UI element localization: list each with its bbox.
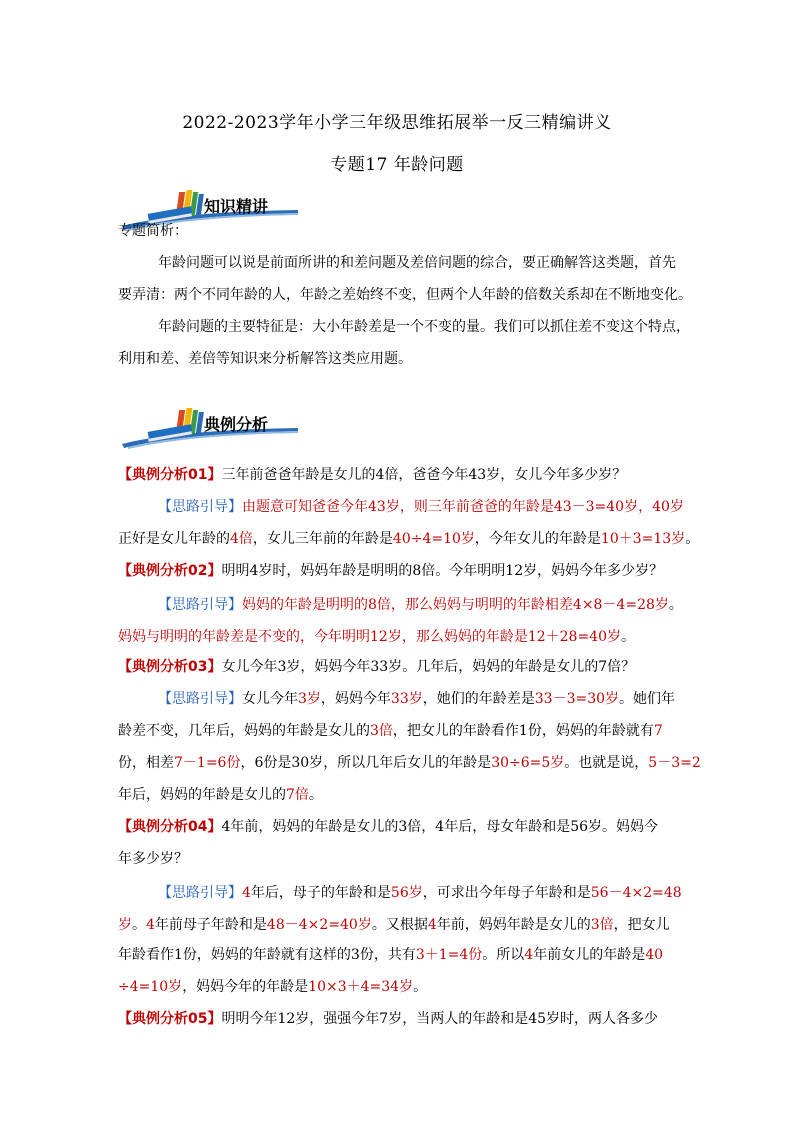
example-04-guide-line-3: 年龄看作1份，妈妈的年龄就有这样的3份，共有3＋1=4份。所以4年前女儿的年龄是40 <box>118 947 664 963</box>
example-02-guide-line-1: 【思路引导】妈妈的年龄是明明的8倍，那么妈妈与明明的年龄相差4×8－4=28岁。 <box>158 597 683 613</box>
example-04-guide-line-2: 岁。4年前母子年龄和是48－4×2=40岁。又根据4年前，妈妈年龄是女儿的3倍，把女儿 <box>118 917 670 933</box>
example-02-question: 【典例分析02】明明4岁时，妈妈年龄是明明的8倍。今年明明12岁，妈妈今年多少岁？ <box>118 563 664 579</box>
example-03-question: 【典例分析03】女儿今年3岁，妈妈今年33岁。几年后，妈妈的年龄是女儿的7倍？ <box>118 659 636 675</box>
intro-paragraph-2a: 年龄问题的主要特征是：大小年龄差是一个不变的量。我们可以抓住差不变这个特点， <box>158 319 690 335</box>
example-01-guide-line-2: 正好是女儿年龄的4倍，女儿三年前的年龄是40÷4=10岁，今年女儿的年龄是10＋3=13岁。 <box>118 531 700 547</box>
example-03-guide-line-4: 年后，妈妈的年龄是女儿的7倍。 <box>118 787 323 803</box>
guide-tag: 【思路引导】 <box>158 691 242 707</box>
section-title-knowledge: 知识精讲 <box>204 197 269 216</box>
example-03-guide-line-1: 【思路引导】女儿今年3岁，妈妈今年33岁，她们的年龄差是33－3=30岁。她们年 <box>158 691 676 707</box>
page-title: 2022-2023学年小学三年级思维拓展举一反三精编讲义 <box>182 113 612 133</box>
example-04-question-line-1: 【典例分析04】4年前，妈妈的年龄是女儿的3倍，4年后，母女年龄和是56岁。妈妈今 <box>118 819 659 835</box>
guide-tag: 【思路引导】 <box>158 597 242 613</box>
guide-tag: 【思路引导】 <box>158 499 242 515</box>
example-tag: 【典例分析05】 <box>118 1011 222 1027</box>
example-01-guide-line-1: 【思路引导】由题意可知爸爸今年43岁，则三年前爸爸的年龄是43－3=40岁，40岁 <box>158 499 684 515</box>
example-tag: 【典例分析01】 <box>118 467 222 483</box>
example-04-guide-line-4: ÷4=10岁，妈妈今年的年龄是10×3＋4=34岁。 <box>118 979 428 995</box>
intro-paragraph-1b: 要弄清：两个不同年龄的人，年龄之差始终不变，但两个人年龄的倍数关系却在不断地变化。 <box>118 287 692 303</box>
page-subtitle: 专题17 年龄问题 <box>330 155 464 175</box>
section-header-examples <box>118 404 308 456</box>
section-title-examples: 典例分析 <box>204 415 269 434</box>
example-03-guide-line-2: 龄差不变，几年后，妈妈的年龄是女儿的3倍，把女儿的年龄看作1份，妈妈的年龄就有7 <box>118 723 663 739</box>
example-04-guide-line-1: 【思路引导】4年后，母子的年龄和是56岁，可求出今年母子年龄和是56－4×2=48 <box>158 885 682 901</box>
intro-paragraph-1a: 年龄问题可以说是前面所讲的和差问题及差倍问题的综合，要正确解答这类题，首先 <box>158 255 676 271</box>
example-tag: 【典例分析04】 <box>118 819 222 835</box>
example-05-question: 【典例分析05】明明今年12岁，强强今年7岁，当两人的年龄和是45岁时，两人各多少 <box>118 1011 659 1027</box>
example-04-question-line-2: 年多少岁？ <box>118 851 188 867</box>
example-03-guide-line-3: 份，相差7－1=6份，6份是30岁，所以几年后女儿的年龄是30÷6=5岁。也就是说，5－3=2 <box>118 755 701 771</box>
example-tag: 【典例分析02】 <box>118 563 222 579</box>
example-01-question: 【典例分析01】三年前爸爸年龄是女儿的4倍，爸爸今年43岁，女儿今年多少岁？ <box>118 467 627 483</box>
guide-tag: 【思路引导】 <box>158 885 242 901</box>
example-tag: 【典例分析03】 <box>118 659 222 675</box>
example-02-guide-line-2: 妈妈与明明的年龄差是不变的，今年明明12岁，那么妈妈的年龄是12＋28=40岁。 <box>118 629 636 645</box>
intro-paragraph-2b: 利用和差、差倍等知识来分析解答这类应用题。 <box>118 351 412 367</box>
intro-label: 专题简析： <box>118 223 188 239</box>
